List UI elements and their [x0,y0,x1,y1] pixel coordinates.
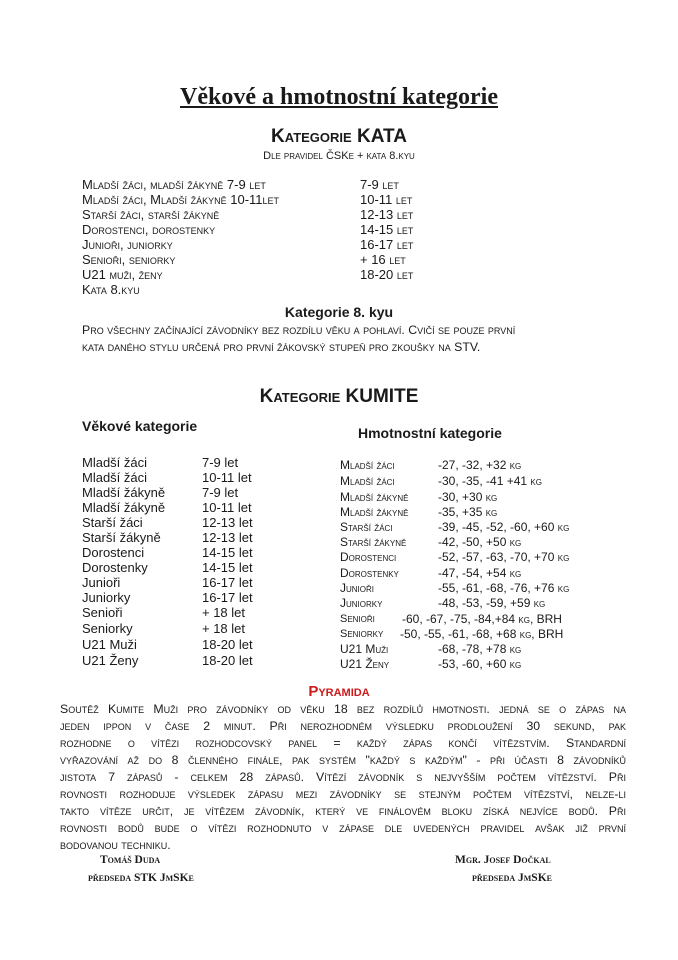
kata-row-name: Mladší žáci, mladší žákyně 7-9 let [82,177,266,192]
weight-row-name: Dorostenci [340,550,397,564]
kata-row-name: Kata 8.kyu [82,282,140,297]
weight-row-value: -27, -32, +32 kg [438,458,522,472]
kyu-heading: Kategorie 8. kyu [284,304,394,320]
kata-heading: Kategorie KATA [271,126,407,147]
weight-row-name: Seniorky [340,628,384,640]
weight-row-value: -30, +30 kg [438,490,498,504]
age-row-value: 14-15 let [202,560,253,575]
age-row-value: 7-9 let [202,455,239,470]
signature-role-right: předseda JmSKe [472,872,552,884]
kata-row-name: Starší žáci, starší žákyně [82,207,220,222]
weight-row-value: -48, -53, -59, +59 kg [438,596,546,610]
weight-row-value: -42, -50, +50 kg [438,535,522,549]
pyramida-line: Soutěž Kumite Muži pro závodníky od věku 18 bez rozdílů hmotnosti. jedná se o zápas na [60,702,626,716]
kata-row-age: 18-20 let [360,267,414,282]
age-row-value: 18-20 let [202,653,253,668]
weight-row-value: -47, -54, +54 kg [438,566,522,580]
weight-row-value: -52, -57, -63, -70, +70 kg [438,550,570,564]
weight-categories-heading: Hmotnostní kategorie [358,425,502,441]
age-row-name: Mladší žáci [82,470,148,485]
weight-row-value: -35, +35 kg [438,505,498,519]
age-row-value: 12-13 let [202,530,253,545]
pyramida-line: jistota 7 zápasů - celkem 28 zápasů. Vítězí závodník s nejvyšším počtem vítězství. Při [60,770,626,784]
weight-row-name: Junioři [340,581,374,595]
weight-row-name: Mladší žáci [340,458,395,472]
age-row-value: 14-15 let [202,545,253,560]
kata-subtitle: Dle pravidel ČSKe + kata 8.kyu [263,150,415,162]
kyu-text-2: kata daného stylu určená pro první žákovský stupeň pro zkoušky na STV. [82,340,481,354]
weight-row-value: -30, -35, -41 +41 kg [438,474,542,488]
age-row-name: Junioři [82,575,121,590]
age-row-value: + 18 let [202,605,246,620]
age-row-value: 7-9 let [202,485,239,500]
pyramida-line: rozhodne o vítězi rozhodcovský panel = každý zápas končí vítězstvím. Standardní [60,736,626,750]
kata-row-age: 12-13 let [360,207,414,222]
weight-row-value: -39, -45, -52, -60, +60 kg [438,520,570,534]
age-row-name: Dorostenci [82,545,145,560]
pyramida-line: vyřazování až do 8 členného finále, pak systém "každý s každým" - při účasti 8 závodníků [60,753,626,767]
weight-row-name: Mladší žákyně [340,505,409,519]
page-title: Věkové a hmotnostní kategorie [180,84,498,110]
kata-row-name: U21 muži, ženy [82,267,163,282]
weight-row-name: Senioři [340,613,375,625]
age-row-value: + 18 let [202,621,246,636]
pyramida-line: rovnosti rozhoduje výsledek zápasu mezi závodníky se stejným počtem vítězství, nelze-li [60,787,626,801]
age-row-name: U21 Ženy [82,653,139,668]
signature-name-right: Mgr. Josef Dočkal [455,854,551,866]
age-row-value: 16-17 let [202,590,253,605]
kata-row-age: 10-11 let [360,192,413,207]
weight-row-value: -55, -61, -68, -76, +76 kg [438,581,570,595]
weight-row-name: Mladší žáci [340,474,395,488]
weight-row-name: Juniorky [340,596,383,610]
weight-row-name: Starší žákyně [340,535,407,549]
age-row-name: Dorostenky [82,560,148,575]
age-row-value: 10-11 let [202,470,252,485]
weight-row-name: U21 Muži [340,642,389,656]
pyramida-line: rovnosti bodů bude o vítězi rozhodnuto v zápase dle uvedených pravidel avšak již první [60,821,626,835]
age-row-value: 10-11 let [202,500,252,515]
age-row-name: Senioři [82,605,123,620]
age-row-name: Mladší žákyně [82,485,166,500]
age-row-value: 12-13 let [202,515,253,530]
age-row-name: Mladší žáci [82,455,148,470]
weight-row-value: -50, -55, -61, -68, +68 kg, BRH [400,627,564,641]
weight-row-name: U21 Ženy [340,657,390,671]
kata-row-age: 14-15 let [360,222,414,237]
kata-row-age: 7-9 let [360,177,399,192]
age-row-name: Starší žákyně [82,530,161,545]
weight-row-value: -60, -67, -75, -84,+84 kg, BRH [402,612,562,626]
kata-row-age: 16-17 let [360,237,414,252]
age-row-name: Seniorky [82,621,133,636]
kata-row-name: Junioři, juniorky [82,237,173,252]
age-row-name: U21 Muži [82,637,137,652]
pyramida-line: jeden ippon v čase 2 minut. Při nerozhodném výsledku prodloužení 30 sekund, pak [60,719,626,733]
age-row-value: 18-20 let [202,637,253,652]
kumite-heading: Kategorie KUMITE [259,386,419,407]
signature-name-left: Tomáš Duda [100,854,161,866]
weight-row-value: -68, -78, +78 kg [438,642,522,656]
signature-role-left: předseda STK JmSKe [88,872,194,884]
pyramida-line: bodovanou techniku. [60,838,171,852]
kata-row-age: + 16 let [360,252,406,267]
kata-row-name: Senioři, seniorky [82,252,176,267]
pyramida-heading: Pyramida [308,683,370,700]
kata-row-name: Dorostenci, dorostenky [82,222,216,237]
kyu-text-1: Pro všechny začínající závodníky bez rozdílu věku a pohlaví. Cvičí se pouze první [82,323,516,337]
age-row-name: Mladší žákyně [82,500,166,515]
weight-row-name: Starší žáci [340,520,393,534]
weight-row-value: -53, -60, +60 kg [438,657,522,671]
kata-row-name: Mladší žáci, Mladší žákyně 10-11let [82,192,280,207]
age-categories-heading: Věkové kategorie [82,418,198,434]
weight-row-name: Dorostenky [340,566,399,580]
age-row-name: Starší žáci [82,515,143,530]
age-row-name: Juniorky [82,590,131,605]
pyramida-line: takto vítěze určit, je vítězem závodník, který ve finálovém bloku získá nejvíce bodů. Při [60,804,626,818]
age-row-value: 16-17 let [202,575,253,590]
weight-row-name: Mladší žákyně [340,490,409,504]
